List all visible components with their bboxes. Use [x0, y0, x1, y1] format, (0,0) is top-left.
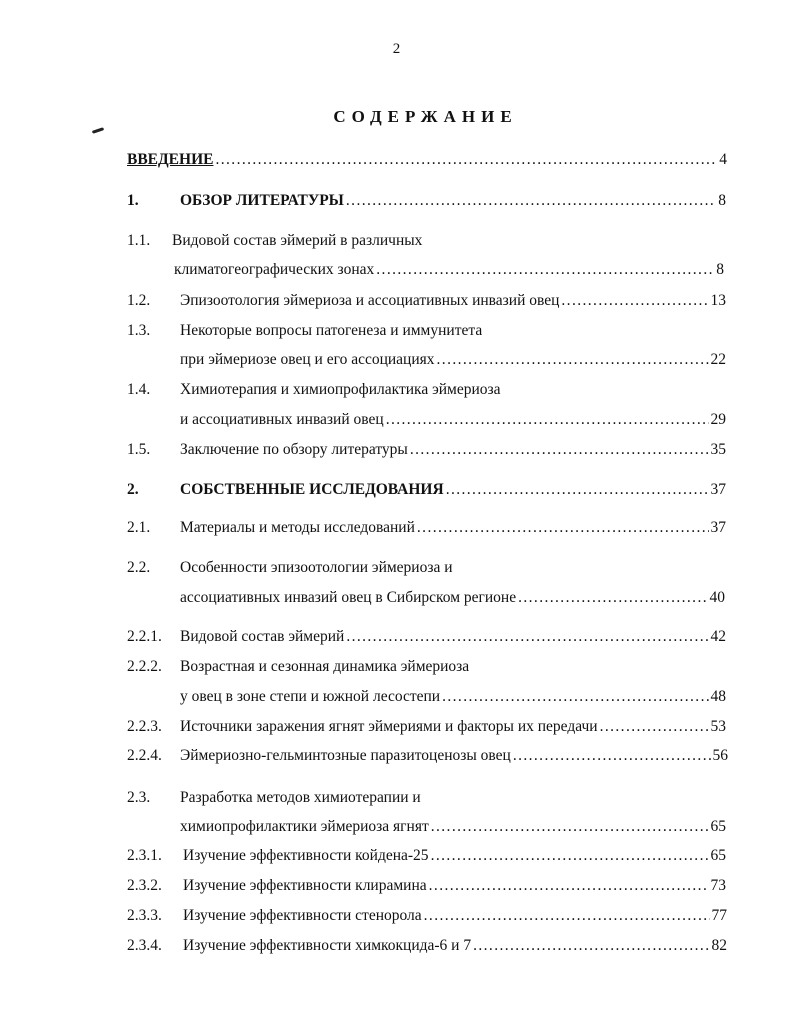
page-number: 2 [392, 41, 401, 57]
toc-num: 2.2.4. [127, 747, 162, 764]
toc-label-line1: Химиотерапия и химиопрофилактика эймериоза [180, 381, 501, 398]
toc-label: Изучение эффективности химкокцида-6 и 7 [183, 937, 472, 954]
toc-label: ОБЗОР ЛИТЕРАТУРЫ [180, 192, 344, 209]
toc-label-line1: Некоторые вопросы патогенеза и иммунитета [180, 322, 483, 339]
toc-page: 65 [710, 818, 726, 835]
toc-page: 37 [710, 519, 726, 536]
toc-num: 1. [127, 192, 139, 209]
toc-label: ассоциативных инвазий овец в Сибирском регионе [180, 589, 517, 606]
toc-label: Материалы и методы исследований [180, 519, 415, 536]
leader-dots [473, 935, 709, 957]
leader-dots [417, 517, 709, 539]
toc-num: 1.5. [127, 441, 151, 458]
toc-num: 2.3.2. [127, 877, 162, 894]
toc-page: 82 [711, 937, 727, 954]
toc-label: Эпизоотология эймериоза и ассоциативных инвазий овец [180, 292, 560, 309]
toc-page: 22 [710, 351, 726, 368]
toc-label: Изучение эффективности стенорола [183, 907, 422, 924]
leader-dots [431, 845, 709, 867]
toc-page: 65 [710, 847, 726, 864]
toc-label: СОБСТВЕННЫЕ ИССЛЕДОВАНИЯ [180, 481, 444, 498]
leader-dots [410, 439, 709, 461]
toc-page: 77 [711, 907, 727, 924]
leader-dots [431, 816, 709, 838]
toc-label: химиопрофилактики эймериоза ягнят [180, 818, 429, 835]
toc-num: 2.3.1. [127, 847, 162, 864]
toc-label-line1: Возрастная и сезонная динамика эймериоза [180, 658, 470, 675]
toc-page: 13 [710, 292, 726, 309]
toc-label: при эймериозе овец и его ассоциациях [180, 351, 435, 368]
toc-num: 2.3.3. [127, 907, 162, 924]
leader-dots [561, 290, 708, 312]
toc-label: Эймериозно-гельминтозные паразитоценозы овец [180, 747, 511, 764]
toc-num: 2.3.4. [127, 937, 162, 954]
toc-label: Заключение по обзору литературы [180, 441, 408, 458]
toc-num: 2.1. [127, 519, 151, 536]
toc-num: 2.3. [127, 789, 151, 806]
leader-dots [513, 745, 711, 767]
leader-dots [376, 259, 714, 281]
toc-num: 2. [127, 481, 139, 498]
toc-page: 35 [710, 441, 726, 458]
toc-page: 29 [710, 411, 726, 428]
leader-dots [446, 479, 709, 501]
leader-dots [429, 875, 709, 897]
toc-label-line1: Разработка методов химиотерапии и [180, 789, 421, 806]
toc-label: Источники заражения ягнят эймериями и факторы их передачи [180, 718, 598, 735]
toc-num: 2.2. [127, 559, 151, 576]
toc-page: 56 [712, 747, 728, 764]
leader-dots [424, 905, 710, 927]
toc-label: Изучение эффективности койдена-25 [183, 847, 429, 864]
toc-num: 2.2.1. [127, 628, 162, 645]
toc-num: 1.4. [127, 381, 151, 398]
toc-num: 2.2.2. [127, 658, 162, 675]
toc-num: 1.3. [127, 322, 151, 339]
toc-page: 42 [710, 628, 726, 645]
leader-dots [437, 349, 709, 371]
toc-page: 8 [716, 261, 724, 278]
toc-num: 1.2. [127, 292, 151, 309]
toc-page: 53 [710, 718, 726, 735]
leader-dots [386, 409, 709, 431]
toc-label: ВВЕДЕНИЕ [127, 151, 214, 168]
toc-title: СОДЕРЖАНИЕ [333, 107, 518, 126]
toc-label: Изучение эффективности клирамина [183, 877, 427, 894]
toc-page: 4 [719, 151, 727, 168]
toc-page: 40 [709, 589, 725, 606]
toc-page: 48 [710, 688, 726, 705]
leader-dots [346, 626, 708, 648]
toc-label: и ассоциативных инвазий овец [180, 411, 384, 428]
toc-label-line1: Видовой состав эймерий в различных [172, 232, 423, 249]
leader-dots [346, 190, 716, 212]
toc-label: Видовой состав эймерий [180, 628, 345, 645]
toc-page: 37 [710, 481, 726, 498]
toc-label: климатогеографических зонах [174, 261, 375, 278]
leader-dots [442, 686, 708, 708]
toc-label: у овец в зоне степи и южной лесостепи [180, 688, 441, 705]
toc-page: 73 [710, 877, 726, 894]
leader-dots [518, 587, 707, 609]
toc-num: 2.2.3. [127, 718, 162, 735]
toc-page: 8 [718, 192, 726, 209]
toc-label-line1: Особенности эпизоотологии эймериоза и [180, 559, 453, 576]
leader-dots [215, 149, 717, 171]
scan-mark [92, 127, 104, 134]
leader-dots [600, 716, 709, 738]
toc-num: 1.1. [127, 232, 151, 249]
